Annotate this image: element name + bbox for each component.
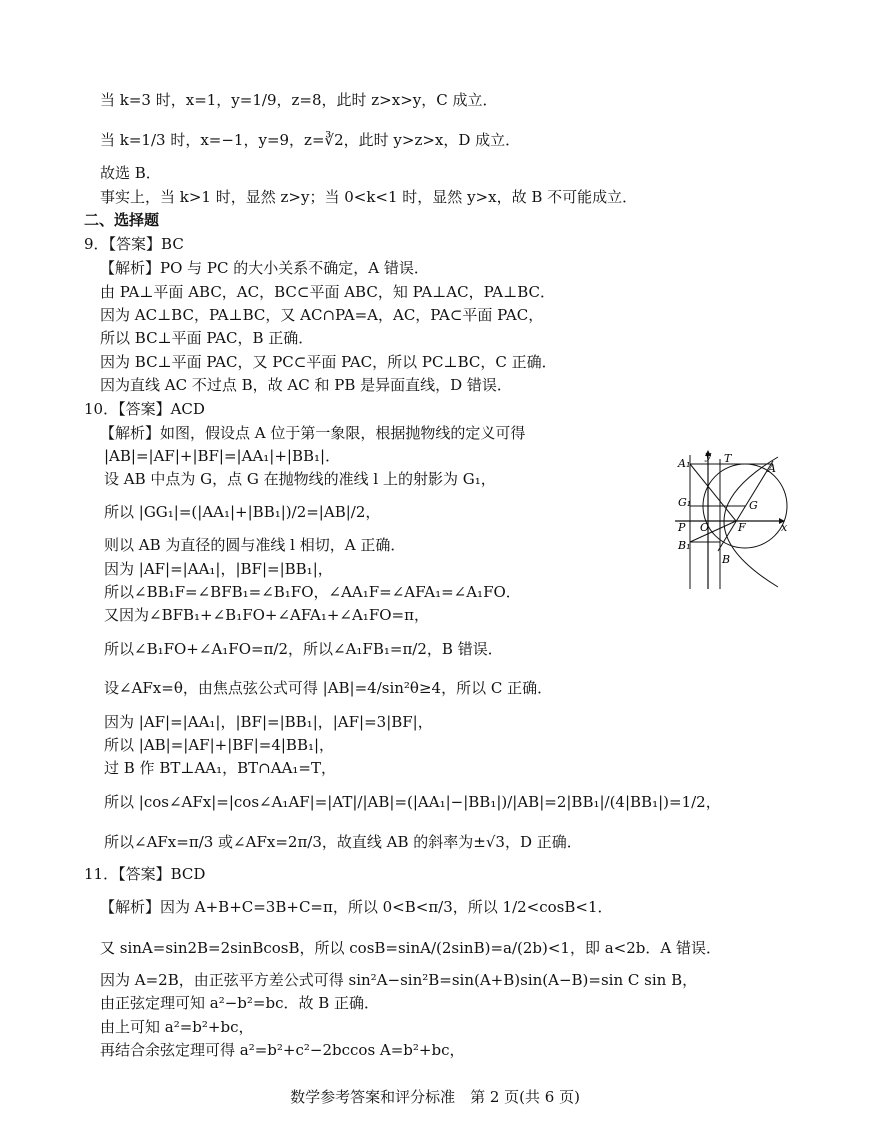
line: 【解析】如图，假设点 A 位于第一象限，根据抛物线的定义可得 — [100, 424, 526, 442]
fig-label: y — [705, 449, 712, 462]
line: 当 k=1/3 时，x=−1，y=9，z=∛2，此时 y>z>x，D 成立． — [100, 131, 521, 149]
line: 所以 BC⊥平面 PAC，B 正确． — [100, 329, 314, 347]
line: 因为 |AF|=|AA₁|，|BF|=|BB₁|， — [104, 560, 333, 578]
fig-label: B₁ — [678, 539, 691, 552]
answer-line: 11．【答案】BCD — [84, 865, 206, 883]
fig-label: T — [724, 452, 732, 465]
answer-line: 10．【答案】ACD — [84, 400, 205, 418]
fig-label: A₁ — [678, 457, 691, 470]
fig-label: A — [768, 462, 776, 475]
line: 因为 AC⊥BC，PA⊥BC，又 AC∩PA=A，AC，PA⊂平面 PAC， — [100, 306, 544, 324]
line: 所以 |cos∠AFx|=|cos∠A₁AF|=|AT|/|AB|=(|AA₁|−|BB₁|)/|AB|=2|BB₁|/(4|BB₁|)=1/2， — [104, 793, 721, 811]
line: 由 PA⊥平面 ABC，AC，BC⊂平面 ABC，知 PA⊥AC，PA⊥BC． — [100, 283, 556, 301]
line: 因为 |AF|=|AA₁|，|BF|=|BB₁|，|AF|=3|BF|， — [104, 713, 433, 731]
answer-line: 9．【答案】BC — [84, 235, 184, 253]
fig-label: G — [749, 499, 758, 512]
line: |AB|=|AF|+|BF|=|AA₁|+|BB₁|． — [104, 447, 341, 465]
page-footer: 数学参考答案和评分标准 第 2 页(共 6 页) — [290, 1088, 580, 1106]
line: 因为 BC⊥平面 PAC，又 PC⊂平面 PAC，所以 PC⊥BC，C 正确． — [100, 353, 557, 371]
fig-label: B — [722, 553, 731, 566]
fig-label: G₁ — [678, 496, 692, 509]
line: 由上可知 a²=b²+bc， — [100, 1018, 254, 1036]
line: 又 sinA=sin2B=2sinBcosB，所以 cosB=sinA/(2sinB)=a/(2b)<1，即 a<2b．A 错误． — [100, 939, 721, 957]
line: 设 AB 中点为 G，点 G 在抛物线的准线 l 上的射影为 G₁， — [104, 470, 496, 488]
parabola-figure — [670, 447, 800, 592]
line: 过 B 作 BT⊥AA₁，BT∩AA₁=T， — [104, 759, 336, 777]
line: 所以∠BB₁F=∠BFB₁=∠B₁FO，∠AA₁F=∠AFA₁=∠A₁FO． — [104, 583, 521, 601]
fig-label: O — [700, 521, 710, 534]
line: 故选 B． — [100, 164, 161, 182]
line: 【解析】因为 A+B+C=3B+C=π，所以 0<B<π/3，所以 1/2<cosB<1． — [100, 898, 613, 916]
section-heading: 二、选择题 — [84, 211, 160, 229]
line: 又因为∠BFB₁+∠B₁FO+∠AFA₁+∠A₁FO=π， — [104, 606, 429, 624]
line: 因为直线 AC 不过点 B，故 AC 和 PB 是异面直线，D 错误． — [100, 376, 512, 394]
line: 再结合余弦定理可得 a²=b²+c²−2bccos A=b²+bc， — [100, 1041, 465, 1059]
line: 所以 |GG₁|=(|AA₁|+|BB₁|)/2=|AB|/2， — [104, 503, 381, 521]
line: 设∠AFx=θ，由焦点弦公式可得 |AB|=4/sin²θ≥4，所以 C 正确． — [104, 679, 553, 697]
line: 所以∠B₁FO+∠A₁FO=π/2，所以∠A₁FB₁=π/2，B 错误． — [104, 640, 503, 658]
line: 则以 AB 为直径的圆与准线 l 相切，A 正确． — [104, 536, 406, 554]
line: 由正弦定理可知 a²−b²=bc．故 B 正确． — [100, 994, 380, 1012]
line: 所以∠AFx=π/3 或∠AFx=2π/3，故直线 AB 的斜率为±√3，D 正确． — [104, 833, 582, 851]
line: 【解析】PO 与 PC 的大小关系不确定，A 错误． — [100, 259, 429, 277]
line: 当 k=3 时，x=1，y=1/9，z=8，此时 z>x>y，C 成立． — [100, 91, 498, 109]
fig-label: x — [781, 521, 788, 534]
fig-label: P — [678, 521, 686, 534]
line: 因为 A=2B，由正弦平方差公式可得 sin²A−sin²B=sin(A+B)sin(A−B)=sin C sin B， — [100, 971, 698, 989]
line: 事实上，当 k>1 时，显然 z>y；当 0<k<1 时，显然 y>x，故 B 不可能成立． — [100, 188, 638, 206]
line: 所以 |AB|=|AF|+|BF|=4|BB₁|， — [104, 736, 335, 754]
fig-label: F — [738, 521, 746, 534]
